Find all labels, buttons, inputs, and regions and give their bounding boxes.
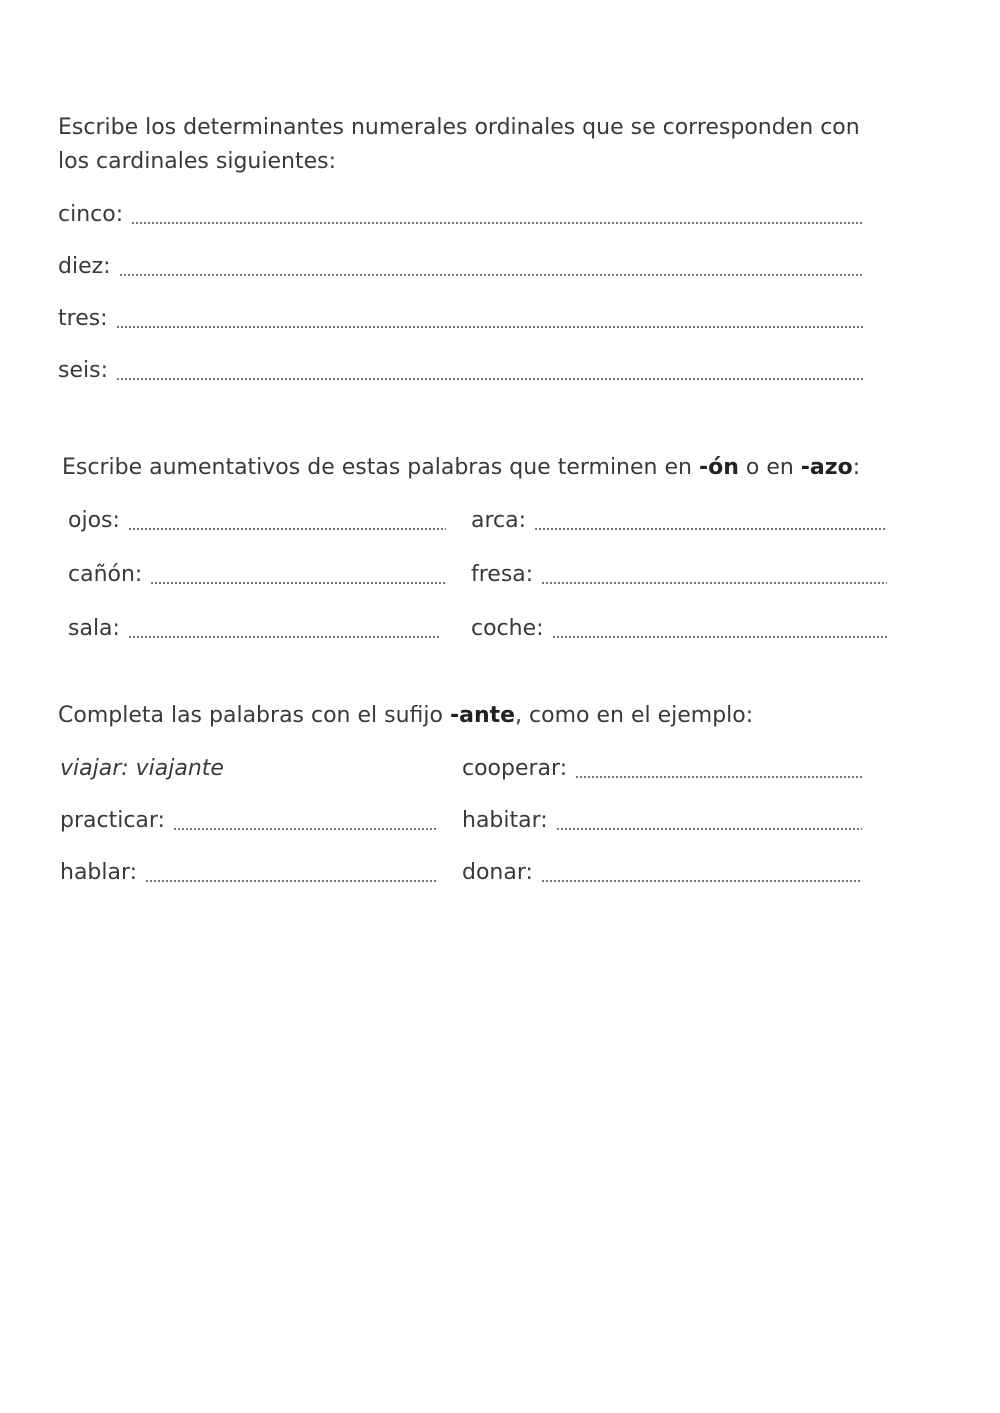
answer-blank[interactable] [541,880,862,882]
exercise2-item-ojos[interactable] [68,506,446,536]
exercise1-instruction-line2: los cardinales siguientes: [58,149,336,174]
exercise3-example: viajar: viajante [60,756,224,781]
item-label: coche: [471,616,544,641]
item-label: fresa: [471,562,534,587]
item-label: cañón: [68,562,143,587]
exercise1-instruction-line1: Escribe los determinantes numerales ordinales que se corresponden con [58,115,860,140]
exercise1-item-cinco[interactable] [58,200,864,230]
exercise3-item-cooperar[interactable] [462,754,862,784]
exercise3-item-hablar[interactable] [60,858,438,888]
instruction-text: Escribe aumentativos de estas palabras que terminen en [62,455,699,480]
exercise2-item-arca[interactable] [471,506,887,536]
exercise1-item-tres[interactable] [58,304,864,334]
item-label: seis: [58,358,108,383]
instruction-text: Completa las palabras con el sufijo [58,703,450,728]
answer-blank[interactable] [575,776,862,778]
instruction-text: , como en el ejemplo: [515,703,754,728]
answer-blank[interactable] [119,274,864,276]
answer-blank[interactable] [116,378,864,380]
exercise1-item-diez[interactable] [58,252,864,282]
item-label: sala: [68,616,120,641]
exercise1-item-seis[interactable] [58,356,864,386]
answer-blank[interactable] [541,582,887,584]
item-label: ojos: [68,508,120,533]
suffix-azo: -azo [800,455,853,480]
exercise2-instruction [62,453,860,483]
answer-blank[interactable] [128,528,446,530]
suffix-on: -ón [698,455,739,480]
item-label: tres: [58,306,108,331]
item-label: cinco: [58,202,124,227]
answer-blank[interactable] [534,528,887,530]
item-label: habitar: [462,808,548,833]
exercise2-item-fresa[interactable] [471,560,887,590]
answer-blank[interactable] [552,636,887,638]
answer-blank[interactable] [131,222,864,224]
answer-blank[interactable] [116,326,864,328]
item-label: diez: [58,254,111,279]
exercise3-instruction [58,701,753,731]
item-label: arca: [471,508,527,533]
answer-blank[interactable] [145,880,438,882]
instruction-text: o en [738,455,801,480]
exercise2-item-sala[interactable] [68,614,440,644]
item-label: cooperar: [462,756,568,781]
answer-blank[interactable] [150,582,446,584]
exercise2-item-coche[interactable] [471,614,887,644]
item-label: hablar: [60,860,138,885]
exercise3-item-habitar[interactable] [462,806,862,836]
exercise3-item-practicar[interactable] [60,806,438,836]
answer-blank[interactable] [556,828,862,830]
exercise3-item-donar[interactable] [462,858,862,888]
answer-blank[interactable] [128,636,440,638]
exercise2-item-canon[interactable] [68,560,446,590]
instruction-text: : [852,455,861,480]
suffix-ante: -ante [449,703,516,728]
item-label: practicar: [60,808,165,833]
answer-blank[interactable] [173,828,438,830]
item-label: donar: [462,860,533,885]
